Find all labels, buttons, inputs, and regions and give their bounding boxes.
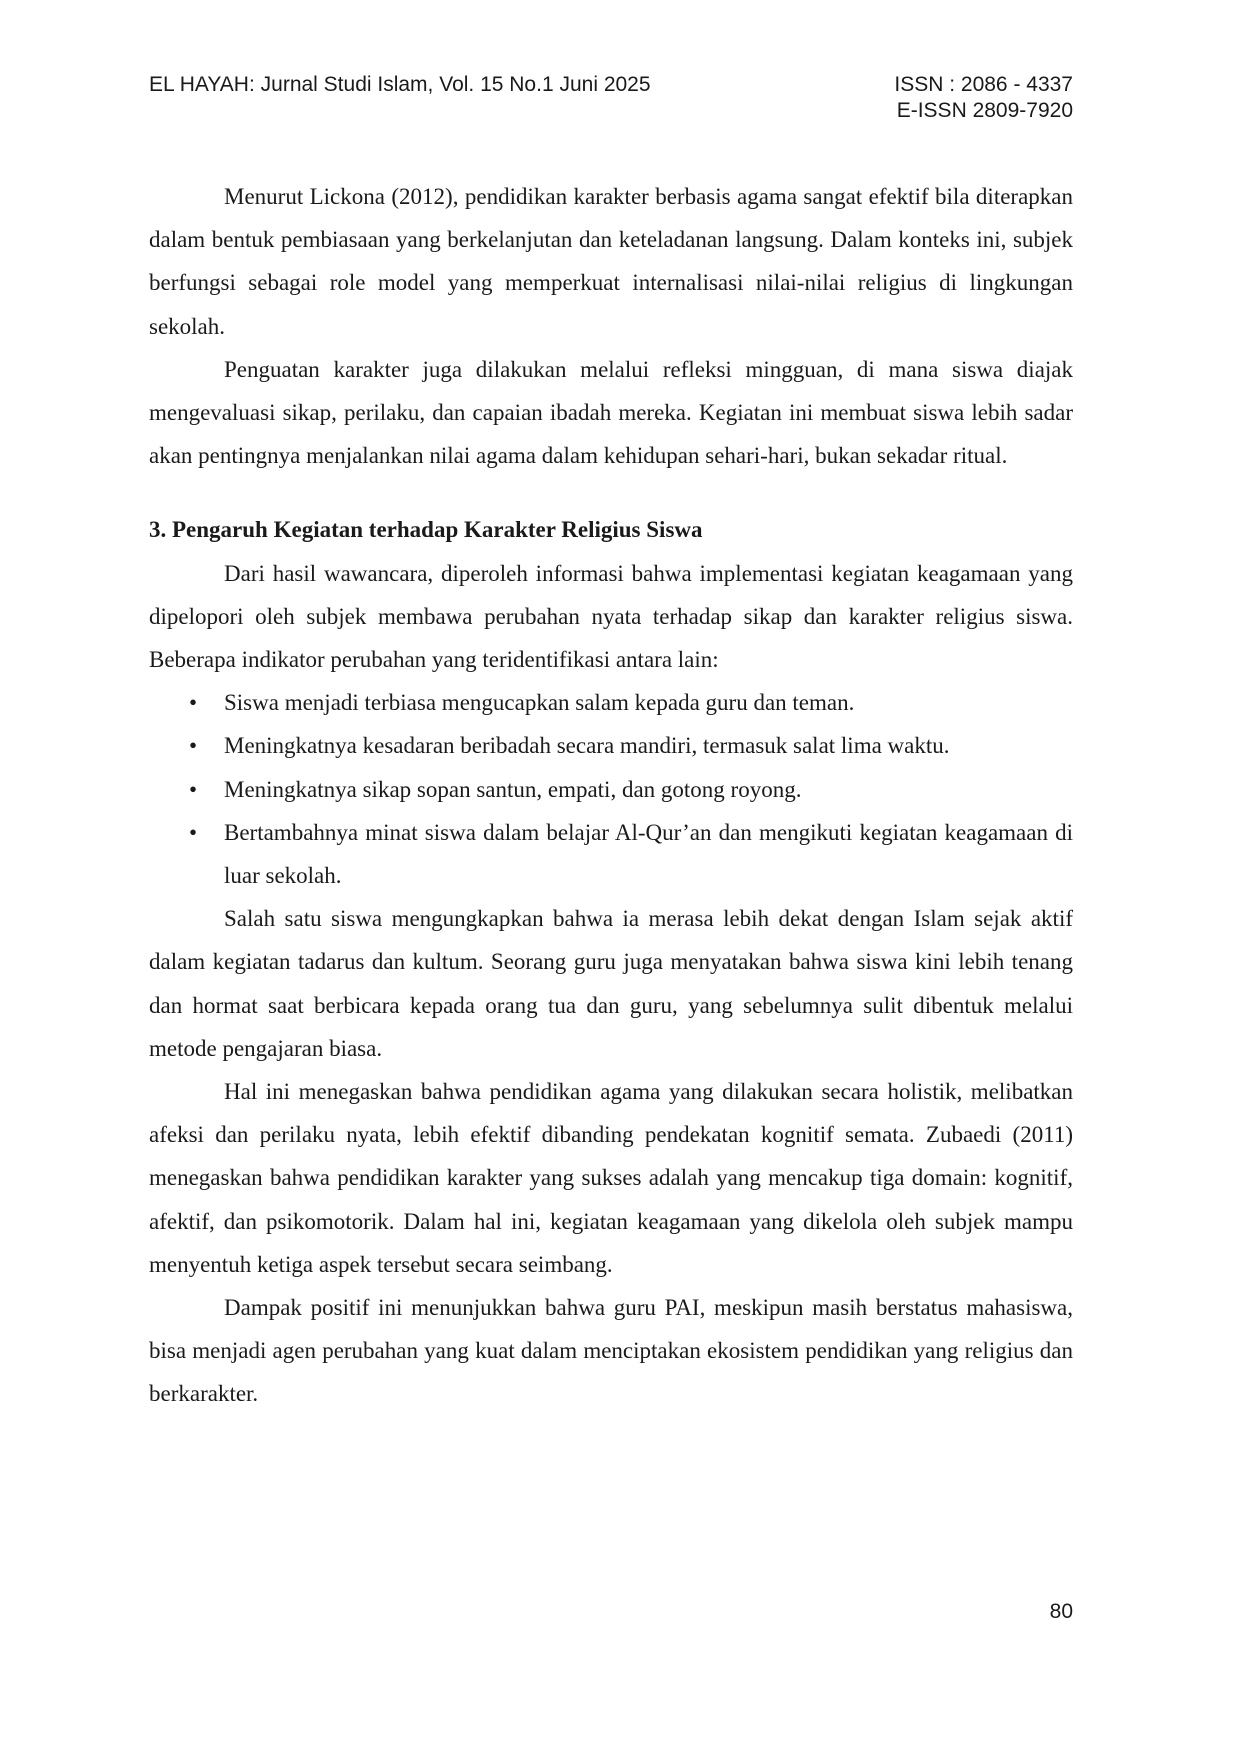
bullet-icon: • xyxy=(189,776,198,802)
bullet-icon: • xyxy=(189,733,198,759)
paragraph: Salah satu siswa mengungkapkan bahwa ia merasa lebih dekat dengan Islam sejak aktif dalam kegiatan tadarus dan kultum. Seorang guru juga menyatakan bahwa siswa kini lebih tenang dan hormat saat berbicara kepada orang tua dan guru, yang sebelumnya sulit dibentuk melalui metode pengajaran biasa. xyxy=(149,906,1073,1061)
issn-block xyxy=(894,72,1073,124)
list-item xyxy=(149,768,1073,811)
paragraph: Dampak positif ini menunjukkan bahwa guru PAI, meskipun masih berstatus mahasiswa, bisa menjadi agen perubahan yang kuat dalam menciptakan ekosistem pendidikan yang religius dan berkarakter. xyxy=(149,1295,1073,1407)
bullet-icon: • xyxy=(189,690,198,716)
paragraph: Dari hasil wawancara, diperoleh informasi bahwa implementasi kegiatan keagamaan yang dipelopori oleh subjek membawa perubahan nyata terhadap sikap dan karakter religius siswa. Beberapa indikator perubahan yang teridentifikasi antara lain: xyxy=(149,560,1073,673)
paragraph: Hal ini menegaskan bahwa pendidikan agama yang dilakukan secara holistik, melibatkan afeksi dan perilaku nyata, lebih efektif dibanding pendekatan kognitif semata. Zubaedi (2011) menegaskan bahwa pendidikan karakter yang sukses adalah yang mencakup tiga domain: kognitif, afektif, dan psikomotorik. Dalam hal ini, kegiatan keagamaan yang dikelola oleh subjek mampu menyentuh ketiga aspek tersebut secara seimbang. xyxy=(149,1079,1073,1277)
eissn: E-ISSN 2809-7920 xyxy=(896,99,1073,122)
page-number: 80 xyxy=(1049,1600,1073,1623)
bullet-icon: • xyxy=(189,819,198,845)
section-heading: 3. Pengaruh Kegiatan terhadap Karakter Religius Siswa xyxy=(149,517,703,543)
list-item-text: Meningkatnya sikap sopan santun, empati, dan gotong royong. xyxy=(224,776,802,802)
issn: ISSN : 2086 - 4337 xyxy=(894,73,1073,96)
paragraph: Menurut Lickona (2012), pendidikan karakter berbasis agama sangat efektif bila diterapkan dalam bentuk pembiasaan yang berkelanjutan dan keteladanan langsung. Dalam konteks ini, subjek berfungsi sebagai role model yang memperkuat internalisasi nilai-nilai religius di lingkungan sekolah. xyxy=(149,184,1073,339)
journal-title: EL HAYAH: Jurnal Studi Islam, Vol. 15 No.1 Juni 2025 xyxy=(149,73,651,96)
list-item xyxy=(149,724,1073,767)
list-item-text: Bertambahnya minat siswa dalam belajar Al-Qur’an dan mengikuti kegiatan keagamaan di luar sekolah. xyxy=(224,819,1073,889)
article-body xyxy=(149,175,1073,1416)
list-item-text: Meningkatnya kesadaran beribadah secara mandiri, termasuk salat lima waktu. xyxy=(224,733,950,759)
list-item xyxy=(149,681,1073,724)
list-item xyxy=(149,811,1073,897)
list-item-text: Siswa menjadi terbiasa mengucapkan salam kepada guru dan teman. xyxy=(224,690,855,716)
indicator-list xyxy=(149,681,1073,897)
paragraph: Penguatan karakter juga dilakukan melalui refleksi mingguan, di mana siswa diajak mengevaluasi sikap, perilaku, dan capaian ibadah mereka. Kegiatan ini membuat siswa lebih sadar akan pentingnya menjalankan nilai agama dalam kehidupan sehari-hari, bukan sekadar ritual. xyxy=(149,356,1073,469)
